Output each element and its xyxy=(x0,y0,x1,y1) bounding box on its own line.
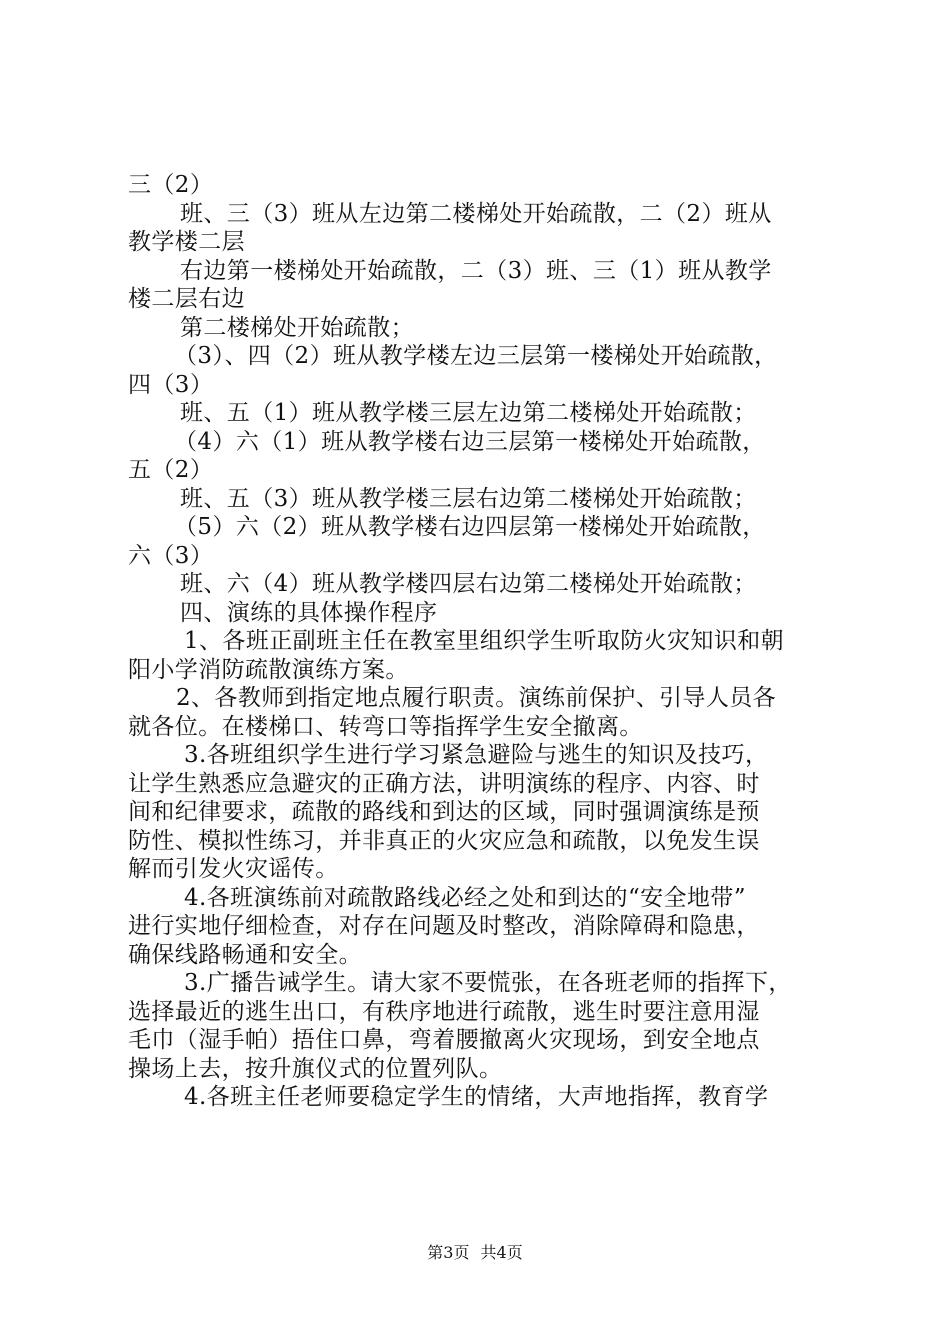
text-line: 楼二层右边 xyxy=(128,286,245,312)
text-line: （3）、四（2）班从教学楼左边三层第一楼梯处开始疏散， xyxy=(174,343,778,369)
text-line: 教学楼二层 xyxy=(128,229,245,255)
text-line: 1、各班正副班主任在教室里组织学生听取防火灾知识和朝 xyxy=(184,628,785,654)
text-line: 间和纪律要求，疏散的路线和到达的区域，同时强调演练是预 xyxy=(128,799,760,825)
text-line: （5）六（2）班从教学楼右边四层第一楼梯处开始疏散， xyxy=(174,514,766,540)
text-line: 六（3） xyxy=(128,542,214,569)
text-line: 进行实地仔细检查，对存在问题及时整改，消除障碍和隐患， xyxy=(128,913,760,939)
page-number: 第3页 xyxy=(427,1243,470,1262)
section-heading: 四、演练的具体操作程序 xyxy=(180,599,438,626)
text-line: 让学生熟悉应急避灾的正确方法，讲明演练的程序、内容、时 xyxy=(128,770,760,797)
text-line: 班、五（3）班从教学楼三层右边第二楼梯处开始疏散； xyxy=(180,485,757,512)
text-line: 四（3） xyxy=(128,371,214,398)
text-line: 防性、模拟性练习，并非真正的火灾应急和疏散，以免发生误 xyxy=(128,827,760,854)
text-line: 2、各教师到指定地点履行职责。演练前保护、引导人员各 xyxy=(176,685,777,711)
text-line: 右边第一楼梯处开始疏散，二（3）班、三（1）班从教学 xyxy=(180,257,772,284)
text-line: 就各位。在楼梯口、转弯口等指挥学生安全撤离。 xyxy=(128,713,643,740)
text-line: 第二楼梯处开始疏散； xyxy=(180,314,414,341)
text-line: 阳小学消防疏散演练方案。 xyxy=(128,656,409,683)
text-line: 操场上去，按升旗仪式的位置列队。 xyxy=(128,1055,503,1082)
text-line: （4）六（1）班从教学楼右边三层第一楼梯处开始疏散， xyxy=(174,428,766,455)
page-footer xyxy=(0,1243,950,1263)
text-line: 班、三（3）班从左边第二楼梯处开始疏散，二（2）班从 xyxy=(180,200,772,227)
text-line: 4.各班演练前对疏散路线必经之处和到达的“安全地带” xyxy=(184,884,746,911)
text-line: 三（2） xyxy=(128,172,214,198)
text-line: 五（2） xyxy=(128,457,214,483)
text-line: 选择最近的逃生出口，有秩序地进行疏散，逃生时要注意用湿 xyxy=(128,998,760,1025)
text-line: 毛巾（湿手帕）捂住口鼻，弯着腰撤离火灾现场，到安全地点 xyxy=(128,1027,760,1053)
text-line: 解而引发火灾谣传。 xyxy=(128,856,339,882)
page-total: 共4页 xyxy=(480,1243,523,1262)
text-line: 班、五（1）班从教学楼三层左边第二楼梯处开始疏散； xyxy=(180,400,757,426)
text-line: 班、六（4）班从教学楼四层右边第二楼梯处开始疏散； xyxy=(180,571,757,597)
text-line: 确保线路畅通和安全。 xyxy=(128,941,362,968)
text-line: 3.广播告诫学生。请大家不要慌张，在各班老师的指挥下， xyxy=(184,970,792,996)
document-body xyxy=(128,171,840,1112)
text-line: 4.各班主任老师要稳定学生的情绪，大声地指挥，教育学 xyxy=(184,1084,769,1110)
text-line: 3.各班组织学生进行学习紧急避险与逃生的知识及技巧， xyxy=(184,742,769,768)
